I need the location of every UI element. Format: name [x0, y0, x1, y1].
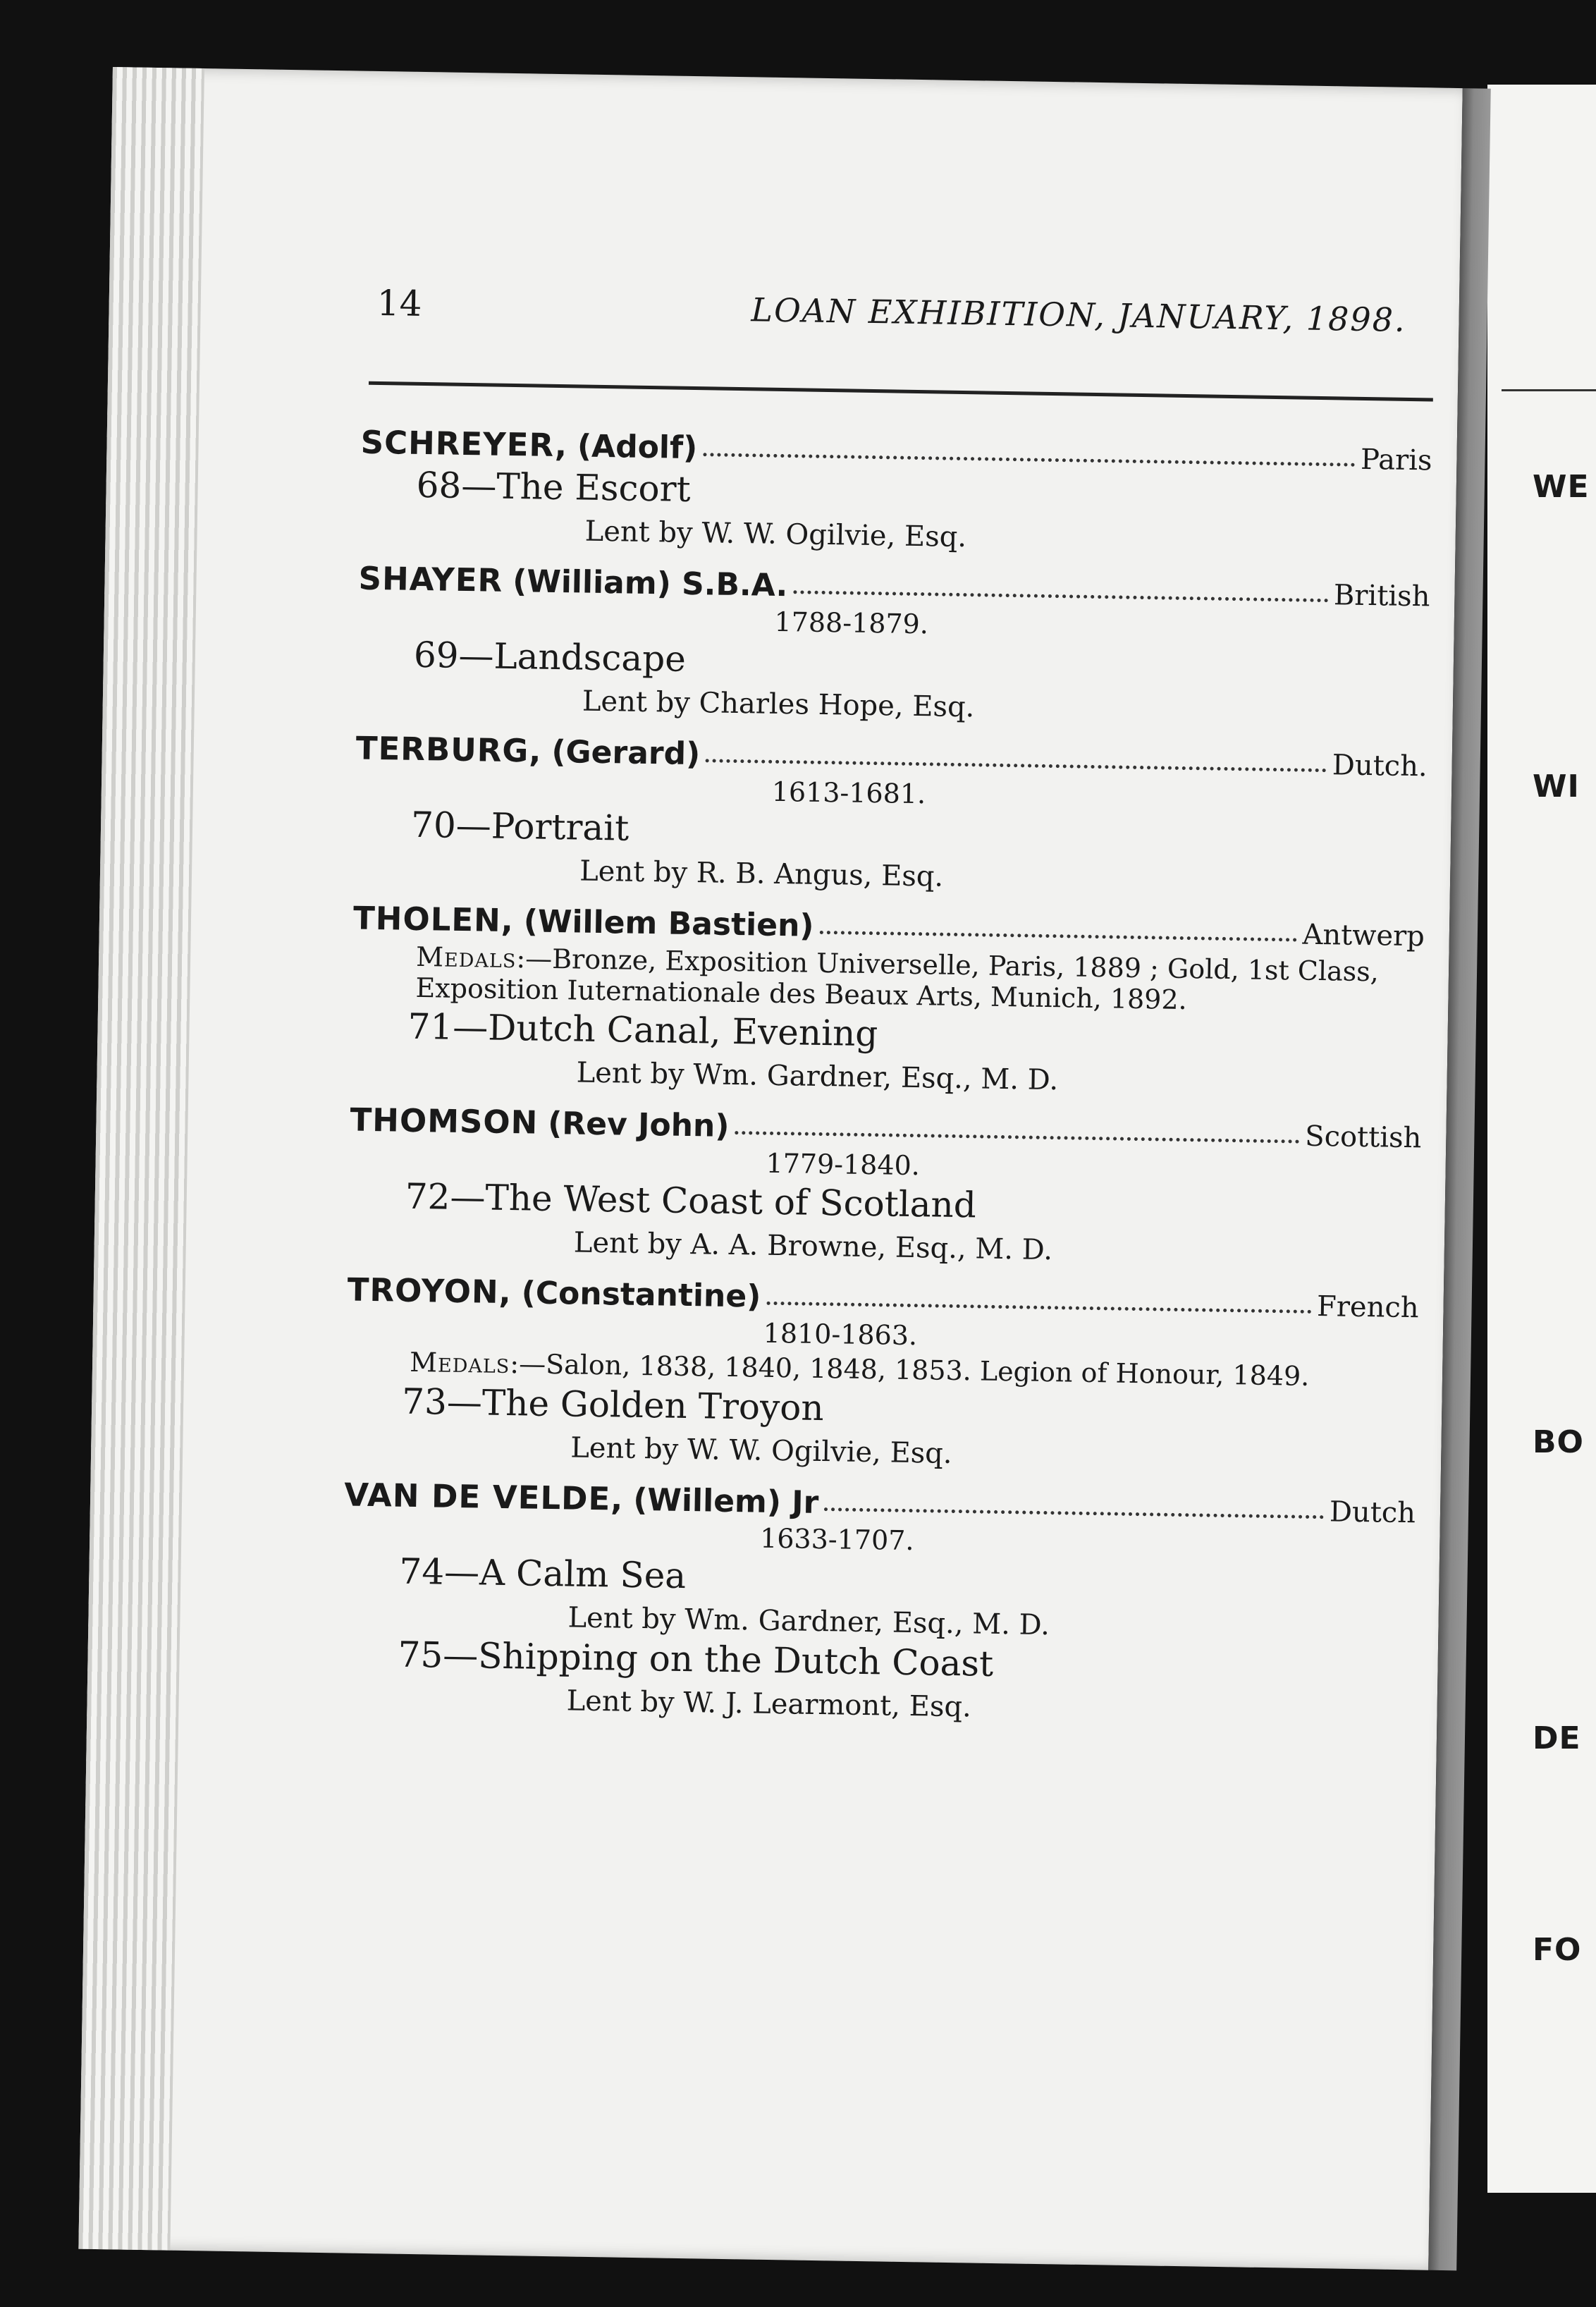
work-title: 68—The Escort	[416, 464, 692, 510]
artist-dates: 1788-1879.	[774, 606, 929, 640]
page-edge	[78, 67, 204, 2251]
work-title: 75—Shipping on the Dutch Coast	[398, 1634, 994, 1684]
dot-leader	[766, 1302, 1311, 1314]
medals-text: :—Salon, 1838, 1840, 1848, 1853. Legion of Honour, 1849.	[510, 1348, 1310, 1393]
work-lender: Lent by Charles Hope, Esq.	[582, 685, 975, 724]
artist-nationality: Scottish	[1304, 1120, 1422, 1155]
artist-given-name: (William) S.B.A.	[512, 563, 788, 604]
artist-given-name: (Gerard)	[551, 733, 701, 773]
artist-nationality: Paris	[1360, 443, 1432, 477]
artist-name: THOLEN,	[352, 899, 515, 940]
catalogue-entries	[340, 424, 1432, 1746]
artist-dates: 1633-1707.	[759, 1522, 914, 1557]
work-lender: Lent by R. B. Angus, Esq.	[579, 855, 944, 893]
artist-entry	[354, 730, 1428, 901]
artist-name: THOMSON	[350, 1101, 539, 1142]
artist-entry	[359, 424, 1432, 561]
dot-leader	[793, 590, 1328, 602]
work-title: 72—The West Coast of Scotland	[405, 1176, 977, 1226]
artist-dates: 1810-1863.	[763, 1318, 918, 1352]
work-lender: Lent by W. W. Ogilvie, Esq.	[570, 1431, 952, 1471]
artist-name: SCHREYER,	[360, 423, 568, 465]
work-title: 69—Landscape	[413, 634, 687, 680]
medals-label: Medals	[409, 1347, 510, 1380]
artist-given-name: (Adolf)	[577, 428, 698, 467]
dot-leader	[703, 453, 1355, 467]
adjacent-fragment: BO	[1533, 1424, 1584, 1460]
artist-name: VAN DE VELDE,	[343, 1476, 624, 1518]
work-lender: Lent by Wm. Gardner, Esq., M. D.	[567, 1601, 1050, 1642]
work-title: 71—Dutch Canal, Evening	[407, 1006, 878, 1055]
adjacent-fragment: DE	[1533, 1720, 1581, 1756]
artist-name: SHAYER	[358, 559, 503, 599]
artist-nationality: Antwerp	[1302, 918, 1425, 953]
artist-nationality: British	[1333, 579, 1430, 613]
dot-leader	[735, 1131, 1299, 1144]
dot-leader	[706, 759, 1327, 772]
dot-leader	[824, 1507, 1324, 1519]
work-title: 74—A Calm Sea	[399, 1550, 687, 1597]
artist-nationality: Dutch	[1329, 1495, 1416, 1530]
artist-entry	[348, 1101, 1422, 1273]
work-lender: Lent by Wm. Gardner, Esq., M. D.	[576, 1056, 1059, 1097]
artist-dates: 1613-1681.	[771, 776, 926, 810]
adjacent-fragment: WI	[1533, 769, 1580, 804]
artist-given-name: (Willem Bastien)	[523, 903, 814, 944]
work-lender: Lent by W. J. Learmont, Esq.	[566, 1684, 972, 1724]
page-header	[376, 283, 1406, 340]
running-title: LOAN EXHIBITION, JANUARY, 1898.	[751, 290, 1407, 339]
adjacent-page-rule	[1502, 389, 1596, 391]
work-lender: Lent by A. A. Browne, Esq., M. D.	[573, 1226, 1053, 1267]
medals-label: Medals	[415, 941, 517, 974]
dot-leader	[819, 931, 1296, 942]
artist-entry	[350, 900, 1425, 1103]
binding-gutter	[1428, 88, 1491, 2270]
artist-entry	[345, 1271, 1419, 1478]
artist-entry	[340, 1476, 1416, 1730]
header-rule	[369, 381, 1433, 402]
catalogue-page	[78, 67, 1462, 2270]
artist-name: TERBURG,	[355, 729, 542, 770]
artist-entry	[357, 560, 1430, 731]
artist-given-name: (Rev John)	[547, 1106, 730, 1145]
artist-medals	[415, 942, 1424, 1020]
page-number: 14	[376, 282, 422, 324]
work-title: 73—The Golden Troyon	[401, 1381, 824, 1429]
artist-given-name: (Willem) Jr	[632, 1481, 819, 1522]
artist-dates: 1779-1840.	[766, 1148, 921, 1182]
artist-nationality: French	[1316, 1290, 1419, 1325]
work-title: 70—Portrait	[410, 804, 630, 849]
artist-name: TROYON,	[347, 1271, 512, 1311]
artist-given-name: (Constantine)	[521, 1275, 761, 1316]
artist-nationality: Dutch.	[1332, 749, 1428, 783]
medals-text: :—Bronze, Exposition Universelle, Paris, 1889 ; Gold, 1st Class, Exposition Iuternationale des Beaux Arts, Munich, 1892.	[415, 943, 1380, 1015]
adjacent-fragment: WE	[1533, 469, 1590, 505]
adjacent-page	[1487, 85, 1596, 2193]
work-lender: Lent by W. W. Ogilvie, Esq.	[584, 515, 967, 554]
adjacent-fragment: FO	[1533, 1932, 1582, 1968]
